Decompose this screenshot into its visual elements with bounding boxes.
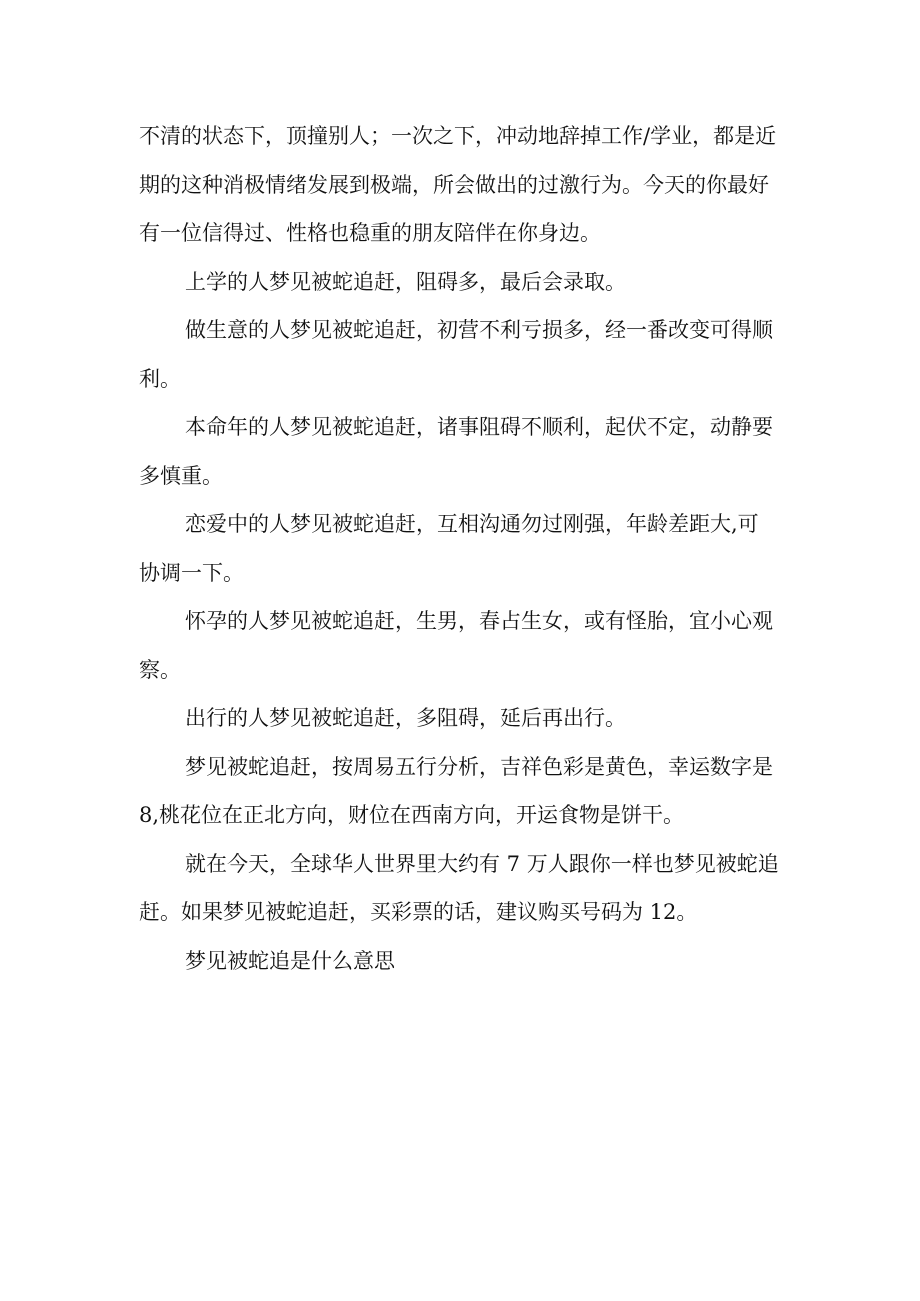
text-line: 做生意的人梦见被蛇追赶，初营不利亏损多，经一番改变可得顺 [185, 318, 773, 342]
paragraph-intro-continuation [139, 112, 782, 258]
text-line: 协调一下。 [139, 560, 244, 585]
text-line: 有一位信得过、性格也稳重的朋友陪伴在你身边。 [139, 221, 601, 245]
text-line: 利。 [139, 366, 181, 391]
text-line: 8,桃花位在正北方向，财位在西南方向，开运食物是饼干。 [139, 803, 685, 827]
section-heading [139, 937, 782, 986]
text-line: 上学的人梦见被蛇追赶，阻碍多，最后会录取。 [185, 269, 626, 294]
text-line: 梦见被蛇追是什么意思 [185, 948, 395, 973]
text-line: 就在今天，全球华人世界里大约有 7 万人跟你一样也梦见被蛇追 [185, 851, 779, 876]
paragraph-lottery [139, 840, 782, 937]
text-line: 怀孕的人梦见被蛇追赶，生男，春占生女，或有怪胎，宜小心观 [185, 609, 773, 633]
text-line: 期的这种消极情绪发展到极端，所会做出的过激行为。今天的你最好 [139, 172, 769, 197]
paragraph-travel [139, 694, 782, 743]
text-line: 梦见被蛇追赶，按周易五行分析，吉祥色彩是黄色，幸运数字是 [185, 754, 773, 779]
text-line: 出行的人梦见被蛇追赶，多阻碍，延后再出行。 [185, 706, 626, 730]
document-body [139, 112, 782, 985]
paragraph-pregnancy [139, 597, 782, 694]
paragraph-zodiac-year [139, 403, 782, 500]
text-line: 察。 [139, 657, 181, 682]
text-line: 恋爱中的人梦见被蛇追赶，互相沟通勿过刚强，年龄差距大,可 [185, 512, 759, 536]
text-line: 多慎重。 [139, 463, 223, 488]
text-line: 不清的状态下，顶撞别人；一次之下，冲动地辞掉工作/学业，都是近 [139, 124, 777, 148]
paragraph-in-love [139, 500, 782, 597]
text-line: 赶。如果梦见被蛇追赶，买彩票的话，建议购买号码为 12。 [139, 900, 698, 924]
paragraph-business [139, 306, 782, 403]
paragraph-five-elements [139, 743, 782, 840]
text-line: 本命年的人梦见被蛇追赶，诸事阻碍不顺利，起伏不定，动静要 [185, 415, 773, 439]
paragraph-students [139, 258, 782, 307]
